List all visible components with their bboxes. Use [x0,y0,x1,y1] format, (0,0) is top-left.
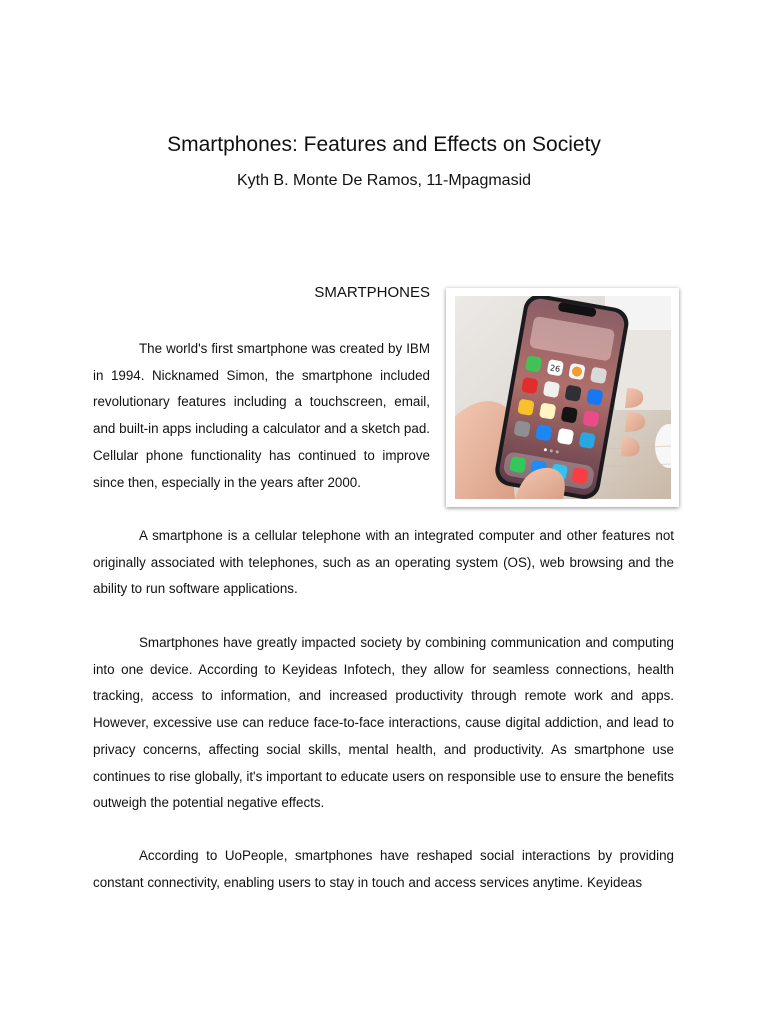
paragraph-2: A smartphone is a cellular telephone with an integrated computer and other features not originally associated with telephones, such as an operating system (OS), web browsing and the ability to run software applications. [93,528,674,597]
calendar-date: 26 [549,363,561,375]
smartphone-photo [455,296,671,499]
paragraph-3: Smartphones have greatly impacted society by combining communication and computing into one device. According to Keyideas Infotech, they allow for seamless connections, health tracking, access to information, and increased productivity through remote work and apps. However, excessive use can reduce face-to-face interactions, cause digital addiction, and lead to privacy concerns, affecting social skills, mental health, and productivity. As smartphone use continues to rise globally, it's important to educate users on responsible use to ensure the benefits outweigh the potential negative effects. [93,635,674,811]
author-line: Kyth B. Monte De Ramos, 11-Mpagmasid [236,172,532,189]
document-title: Smartphones: Features and Effects on Society [167,133,601,156]
paragraph-4: According to UoPeople, smartphones have reshaped social interactions by providing constant connectivity, enabling users to stay in touch and access services anytime. Keyideas [93,848,674,890]
smartphone-photo-figure [446,288,679,507]
section-heading: SMARTPHONES [314,284,430,301]
paragraph-1: The world's first smartphone was created by IBM in 1994. Nicknamed Simon, the smartphone included revolutionary features including a touchscreen, email, and built-in apps including a calculator and a sketch pad. Cellular phone functionality has continued to improve since then, especially in the years after 2000. [93,341,430,490]
